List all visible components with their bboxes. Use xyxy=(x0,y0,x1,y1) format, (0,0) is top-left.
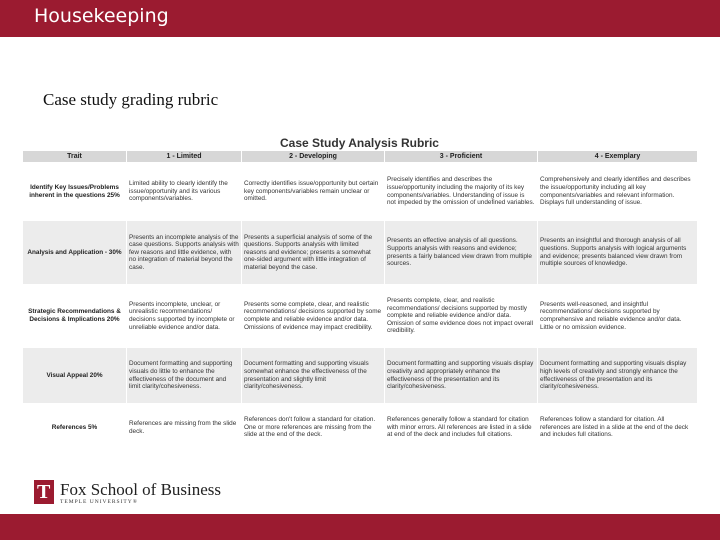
table-row xyxy=(23,163,698,221)
rubric-table xyxy=(22,150,697,452)
logo-mark-letter: T xyxy=(37,481,51,503)
table-row xyxy=(23,285,698,348)
table-cell: Comprehensively and clearly identifies and describes the issue/opportunity including all key components/variables and relevant information. Displays full understanding of issue. xyxy=(538,163,698,221)
trait-cell: References 5% xyxy=(23,404,127,452)
university-name: TEMPLE UNIVERSITY® xyxy=(60,499,138,505)
table-cell: Document formatting and supporting visuals display high levels of creativity and strongly enhance the effectiveness of the presentation and its clarity/cohesiveness. xyxy=(538,348,698,404)
table-row xyxy=(23,404,698,452)
table-row xyxy=(23,221,698,285)
trait-cell: Visual Appeal 20% xyxy=(23,348,127,404)
table-cell: References are missing from the slide deck. xyxy=(127,404,242,452)
table-cell: Presents some complete, clear, and realistic recommendations/ decisions supported by some complete and reliable evidence and/or data. Omissions of evidence may impact credibility. xyxy=(242,285,385,348)
footer-bar xyxy=(0,514,720,540)
school-name: Fox School of Business xyxy=(60,480,222,499)
slide-title: Housekeeping xyxy=(34,5,169,27)
table-cell: Document formatting and supporting visuals display creativity and appropriately enhance the effectiveness of the presentation and its clarity/cohesiveness. xyxy=(385,348,538,404)
rubric-image xyxy=(22,132,697,462)
trait-cell: Analysis and Application - 30% xyxy=(23,221,127,285)
table-cell: Presents an effective analysis of all questions. Supports analysis with reasons and evidence; presents a fairly balanced view drawn from multiple sources. xyxy=(385,221,538,285)
col-header-proficient: 3 - Proficient xyxy=(385,151,538,163)
table-cell: Presents well-reasoned, and insightful recommendations/ decisions supported by comprehensive and reliable evidence and/or data. Little or no omission evidence. xyxy=(538,285,698,348)
rubric-header-row xyxy=(23,151,698,163)
table-cell: References don't follow a standard for citation. One or more references are missing from the slide at the end of the deck. xyxy=(242,404,385,452)
table-cell: Document formatting and supporting visuals do little to enhance the effectiveness of the document and limit clarity/cohesiveness. xyxy=(127,348,242,404)
slide-subtitle: Case study grading rubric xyxy=(43,90,219,109)
rubric-title: Case Study Analysis Rubric xyxy=(280,136,439,150)
table-cell: Presents incomplete, unclear, or unrealistic recommendations/ decisions supported by incomplete or unreliable evidence and/or data. xyxy=(127,285,242,348)
col-header-developing: 2 - Developing xyxy=(242,151,385,163)
table-cell: Document formatting and supporting visuals somewhat enhance the effectiveness of the presentation and slightly limit clarity/cohesiveness. xyxy=(242,348,385,404)
table-cell: References follow a standard for citation. All references are listed in a slide at the end of the deck and includes full citations. xyxy=(538,404,698,452)
table-cell: Presents complete, clear, and realistic recommendations/ decisions supported by mostly complete and reliable evidence and/or data. Omission of some evidence does not impact overall credibility. xyxy=(385,285,538,348)
col-header-trait: Trait xyxy=(23,151,127,163)
trait-cell: Identify Key Issues/Problems inherent in the questions 25% xyxy=(23,163,127,221)
trait-cell: Strategic Recommendations & Decisions & Implications 20% xyxy=(23,285,127,348)
col-header-exemplary: 4 - Exemplary xyxy=(538,151,698,163)
table-cell: Presents an incomplete analysis of the case questions. Supports analysis with few reasons and little evidence, with no integration of material beyond the case. xyxy=(127,221,242,285)
title-bar xyxy=(0,0,720,37)
table-cell: Precisely identifies and describes the issue/opportunity including the majority of its key components/variables. Understanding of issue is not impeded by the omission of undefined variables. xyxy=(385,163,538,221)
table-cell: Presents a superficial analysis of some of the questions. Supports analysis with limited reasons and evidence; presents a somewhat one-sided argument with little integration of material beyond the case. xyxy=(242,221,385,285)
col-header-limited: 1 - Limited xyxy=(127,151,242,163)
table-cell: Correctly identifies issue/opportunity but certain key components/variables remain unclear or omitted. xyxy=(242,163,385,221)
table-cell: References generally follow a standard for citation with minor errors. All references are listed in a slide at end of the deck and includes full citations. xyxy=(385,404,538,452)
temple-t-icon xyxy=(34,480,54,504)
table-cell: Limited ability to clearly identify the issue/opportunity and its various components/variables. xyxy=(127,163,242,221)
table-cell: Presents an insightful and thorough analysis of all questions. Supports analysis with logical arguments and evidence; presents balanced view drawn from multiple sources of knowledge. xyxy=(538,221,698,285)
table-row xyxy=(23,348,698,404)
